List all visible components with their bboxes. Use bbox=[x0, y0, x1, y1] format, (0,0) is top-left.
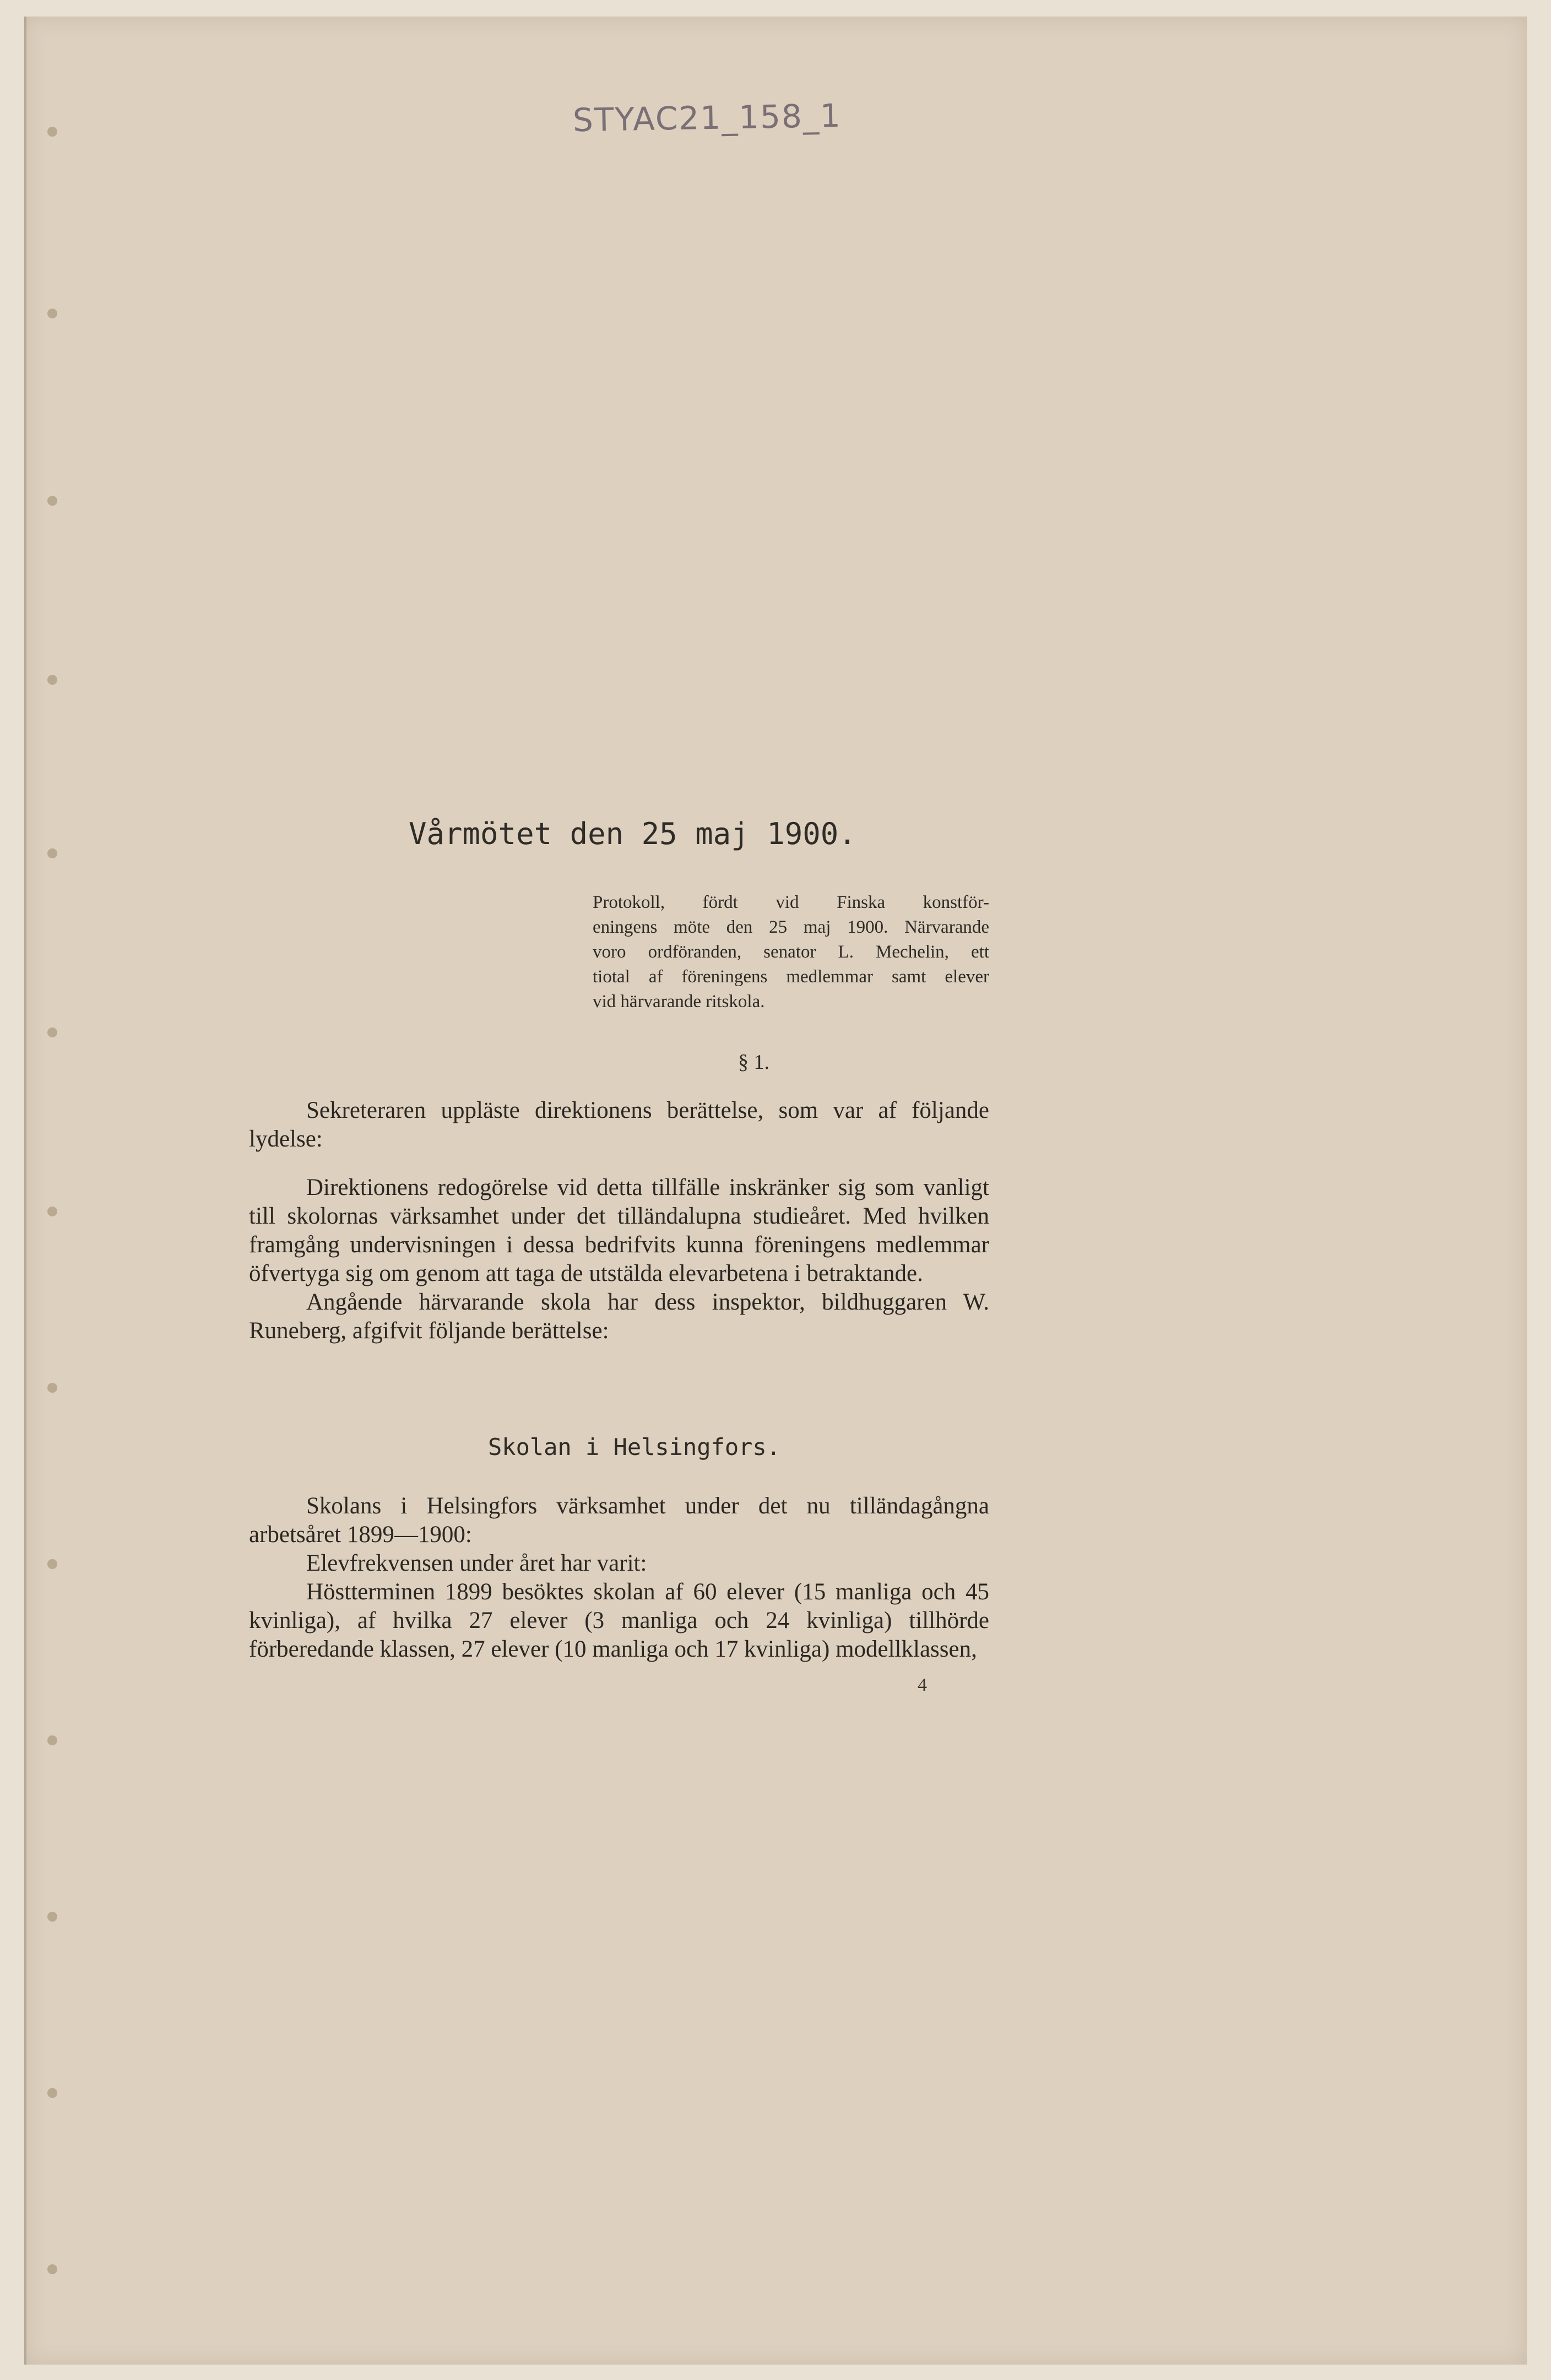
body-text-school bbox=[249, 1492, 989, 1664]
binding-hole bbox=[47, 675, 57, 685]
binding-hole bbox=[47, 1912, 57, 1922]
paragraph: Höstterminen 1899 besöktes skolan af 60 elever (15 manliga och 45 kvinliga), af hvilka 27 elever (3 manliga och 24 kvinliga) tillhörde förberedande klassen, 27 elever (10 manliga och 17 kvinliga) modellklassen, bbox=[249, 1579, 989, 1662]
binding-hole bbox=[47, 309, 57, 318]
protocol-line: tiotal af föreningens medlemmar samt elever bbox=[593, 967, 989, 987]
binding-hole bbox=[47, 2088, 57, 2098]
archive-handwritten-mark: STYAC21_158_1 bbox=[572, 96, 842, 139]
body-text-intro bbox=[249, 1096, 989, 1154]
binding-hole bbox=[47, 1735, 57, 1745]
section-subheading: Skolan i Helsingfors. bbox=[488, 1434, 781, 1461]
page-number: 4 bbox=[918, 1675, 927, 1695]
paragraph: Skolans i Helsingfors värksamhet under det nu tilländagångna arbetsåret 1899—1900: bbox=[249, 1493, 989, 1548]
protocol-line: eningens möte den 25 maj 1900. Närvarande bbox=[593, 917, 989, 937]
binding-hole bbox=[47, 1383, 57, 1393]
protocol-line: vid härvarande ritskola. bbox=[593, 992, 765, 1012]
binding-hole bbox=[47, 848, 57, 858]
binding-hole bbox=[47, 2264, 57, 2274]
paragraph: Sekreteraren uppläste direktionens berättelse, som var af följande lydelse: bbox=[249, 1097, 989, 1152]
protocol-line: voro ordföranden, senator L. Mechelin, ett bbox=[593, 942, 989, 962]
binding-hole bbox=[47, 496, 57, 506]
protocol-note bbox=[593, 890, 989, 1014]
binding-hole bbox=[47, 1027, 57, 1037]
binding-hole bbox=[47, 127, 57, 137]
binding-hole bbox=[47, 1207, 57, 1216]
binding-edge bbox=[24, 17, 26, 2365]
section-heading: § 1. bbox=[738, 1051, 769, 1074]
body-text-report bbox=[249, 1173, 989, 1345]
binding-hole bbox=[47, 1559, 57, 1569]
paragraph: Direktionens redogörelse vid detta tillfälle inskränker sig som vanligt till skolornas värksamhet under det tilländalupna studieåret. Med hvilken framgång undervisningen i dessa bedrifvits kunna föreningens medlemmar öfvertyga sig om genom att taga de utstälda elevarbetena i betraktande. bbox=[249, 1175, 989, 1286]
protocol-line: Protokoll, fördt vid Finska konstför- bbox=[593, 892, 989, 912]
page-title: Vårmötet den 25 maj 1900. bbox=[409, 816, 856, 851]
paragraph: Angående härvarande skola har dess inspektor, bildhuggaren W. Runeberg, afgifvit följande berättelse: bbox=[249, 1289, 989, 1344]
paragraph: Elevfrekvensen under året har varit: bbox=[306, 1550, 647, 1576]
